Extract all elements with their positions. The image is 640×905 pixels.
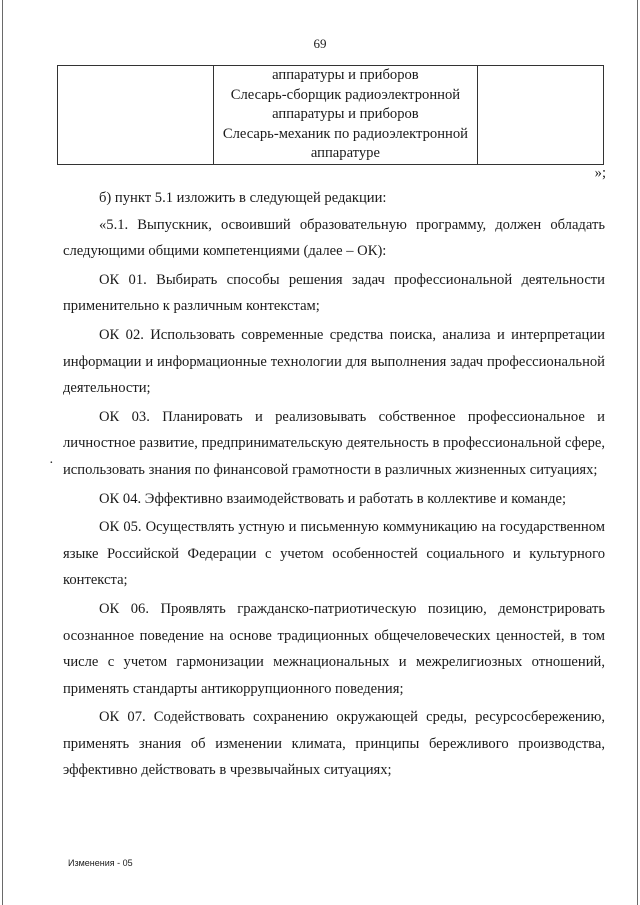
paragraph-ok07: ОК 07. Содействовать сохранению окружающей среды, ресурсосбережению, применять знания об изменении климата, принципы бережливого производства, эффективно действовать в чрезвычайных ситуациях;: [63, 709, 605, 779]
table-line: аппаратуре: [310, 145, 380, 161]
paragraph-ok02: ОК 02. Использовать современные средства поиска, анализа и интерпретации информации и информационные технологии для выполнения задач профессиональной деятельности;: [63, 326, 605, 397]
body-text: [63, 185, 605, 784]
table-line: аппаратуры и приборов: [272, 67, 419, 83]
paragraph-lead: «5.1. Выпускник, освоивший образовательную программу, должен обладать следующими общими компетенциями (далее – ОК):: [63, 216, 605, 260]
paragraph-ok05: ОК 05. Осуществлять устную и письменную коммуникацию на государственном языке Российской Федерации с учетом особенностей социального и культурного контекста;: [63, 519, 605, 589]
footer-note: Изменения - 05: [68, 858, 133, 868]
scan-mark: ·: [49, 456, 54, 471]
page-number: 69: [313, 36, 327, 51]
table-line: Слесарь-сборщик радиоэлектронной: [230, 86, 461, 103]
table-line: аппаратуры и приборов: [272, 106, 419, 122]
table-cell-empty-left: [58, 66, 214, 165]
page-edge-left: [2, 0, 3, 905]
table-cell-empty-right: [477, 66, 603, 165]
table-closing-quote: »;: [594, 165, 606, 181]
table-row: [58, 66, 604, 165]
paragraph-ok01: ОК 01. Выбирать способы решения задач профессиональной деятельности применительно к различным контекстам;: [63, 271, 605, 315]
table-line: Слесарь-механик по радиоэлектронной: [222, 125, 468, 142]
continued-table: [57, 65, 604, 165]
paragraph-ok03: ОК 03. Планировать и реализовывать собственное профессиональное и личностное развитие, предпринимательскую деятельность в профессиональной сфере, использовать знания по финансовой грамотности в различных жизненных ситуациях;: [63, 408, 605, 478]
page-edge-right: [637, 0, 638, 905]
paragraph-ok04: ОК 04. Эффективно взаимодействовать и работать в коллективе и команде;: [99, 490, 567, 507]
table-cell-occupations: [214, 66, 477, 165]
paragraph-intro: б) пункт 5.1 изложить в следующей редакции:: [99, 190, 387, 206]
paragraph-ok06: ОК 06. Проявлять гражданско-патриотическую позицию, демонстрировать осознанное поведение на основе традиционных общечеловеческих ценностей, в том числе с учетом гармонизации межнациональных и межрелигиозных отношений, применять стандарты антикоррупционного поведения;: [63, 600, 605, 697]
